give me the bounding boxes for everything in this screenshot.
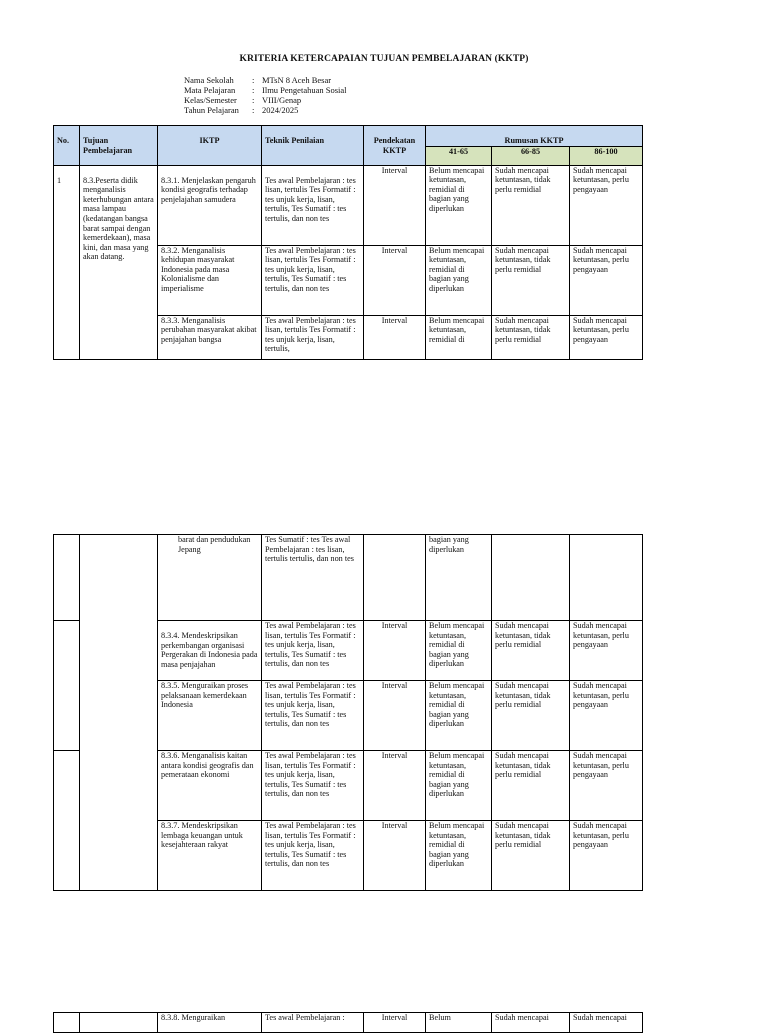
range-66-85-cell: Sudah mencapai ketuntasan, tidak perlu remidial	[492, 751, 570, 821]
range-86-100-cell	[570, 535, 643, 621]
document-title: KRITERIA KETERCAPAIAN TUJUAN PEMBELAJARAN (KKTP)	[239, 54, 529, 64]
meta-label: Tahun Pelajaran	[184, 105, 239, 115]
teknik-cell: Tes awal Pembelajaran : tes lisan, tertulis Tes Formatif : tes unjuk kerja, lisan, tertulis, Tes Sumatif : tes tertulis, dan non tes	[262, 751, 364, 821]
pendekatan-cell: Interval	[364, 1013, 426, 1033]
school-info	[184, 75, 347, 115]
meta-label: Mata Pelajaran	[184, 85, 236, 95]
meta-sep: :	[252, 105, 255, 115]
header-no: No.	[54, 126, 80, 166]
pendekatan-cell: Interval	[364, 681, 426, 751]
range-86-100-cell: Sudah mencapai ketuntasan, perlu pengayaan	[570, 315, 643, 359]
header-iktp: IKTP	[158, 126, 262, 166]
teknik-cell: Tes Sumatif : tes Tes awal Pembelajaran : tes lisan, tertulis tertulis, dan non tes	[262, 535, 364, 621]
kktp-table-page-2	[53, 534, 643, 891]
range-41-65-cell: bagian yang diperlukan	[426, 535, 492, 621]
pendekatan-cell: Interval	[364, 751, 426, 821]
range-86-100-cell: Sudah mencapai	[570, 1013, 643, 1033]
meta-value: Ilmu Pengetahuan Sosial	[262, 85, 347, 95]
range-41-65-cell: Belum mencapai ketuntasan, remidial di bagian yang diperlukan	[426, 821, 492, 891]
meta-row-year	[184, 105, 347, 115]
range-66-85-cell: Sudah mencapai ketuntasan, tidak perlu remidial	[492, 245, 570, 315]
meta-value: MTsN 8 Aceh Besar	[262, 75, 332, 85]
range-66-85-cell: Sudah mencapai ketuntasan, tidak perlu remidial	[492, 821, 570, 891]
kktp-table-page-1	[53, 125, 643, 360]
header-range-66-85: 66-85	[492, 146, 570, 165]
meta-sep: :	[252, 75, 255, 85]
pendekatan-cell: Interval	[364, 621, 426, 681]
range-86-100-cell: Sudah mencapai ketuntasan, perlu pengayaan	[570, 165, 643, 245]
teknik-cell: Tes awal Pembelajaran : tes lisan, tertulis Tes Formatif : tes unjuk kerja, lisan, tertulis, Tes Sumatif : tes tertulis, dan non tes	[262, 245, 364, 315]
range-41-65-cell: Belum mencapai ketuntasan, remidial di bagian yang diperlukan	[426, 621, 492, 681]
header-pendekatan: Pendekatan KKTP	[364, 126, 426, 166]
meta-row-subject	[184, 85, 347, 95]
range-41-65-cell: Belum mencapai ketuntasan, remidial di bagian yang diperlukan	[426, 245, 492, 315]
iktp-cell: 8.3.7. Mendeskripsikan lembaga keuangan untuk kesejahteraan rakyat	[158, 821, 262, 891]
header-tujuan: Tujuan Pembelajaran	[80, 126, 158, 166]
range-66-85-cell: Sudah mencapai	[492, 1013, 570, 1033]
teknik-cell: Tes awal Pembelajaran : tes lisan, tertulis Tes Formatif : tes unjuk kerja, lisan, tertulis, Tes Sumatif : tes tertulis, dan non tes	[262, 165, 364, 245]
meta-label: Nama Sekolah	[184, 75, 234, 85]
tujuan-cell	[80, 1013, 158, 1033]
pendekatan-cell: Interval	[364, 821, 426, 891]
range-86-100-cell: Sudah mencapai ketuntasan, perlu pengayaan	[570, 621, 643, 681]
range-41-65-cell: Belum mencapai ketuntasan, remidial di bagian yang diperlukan	[426, 681, 492, 751]
teknik-cell: Tes awal Pembelajaran :	[262, 1013, 364, 1033]
row-number-cell	[54, 751, 80, 891]
range-86-100-cell: Sudah mencapai ketuntasan, perlu pengayaan	[570, 681, 643, 751]
range-66-85-cell: Sudah mencapai ketuntasan, tidak perlu remidial	[492, 315, 570, 359]
iktp-cell: 8.3.3. Menganalisis perubahan masyarakat akibat penjajahan bangsa	[158, 315, 262, 359]
pendekatan-cell: Interval	[364, 165, 426, 245]
header-range-41-65: 41-65	[426, 146, 492, 165]
iktp-cell: 8.3.4. Mendeskripsikan perkembangan organisasi Pergerakan di Indonesia pada masa penjajahan	[158, 621, 262, 681]
meta-label: Kelas/Semester	[184, 95, 237, 105]
pendekatan-cell: Interval	[364, 315, 426, 359]
row-number: 1	[54, 165, 80, 359]
teknik-cell: Tes awal Pembelajaran : tes lisan, tertulis Tes Formatif : tes unjuk kerja, lisan, tertulis, Tes Sumatif : tes tertulis, dan non tes	[262, 821, 364, 891]
range-66-85-cell: Sudah mencapai ketuntasan, tidak perlu remidial	[492, 681, 570, 751]
meta-row-school	[184, 75, 347, 85]
meta-sep: :	[252, 85, 255, 95]
row-number-cell	[54, 535, 80, 621]
range-41-65-cell: Belum mencapai ketuntasan, remidial di bagian yang diperlukan	[426, 165, 492, 245]
range-86-100-cell: Sudah mencapai ketuntasan, perlu pengayaan	[570, 245, 643, 315]
range-41-65-cell: Belum mencapai ketuntasan, remidial di bagian yang diperlukan	[426, 751, 492, 821]
range-41-65-cell: Belum	[426, 1013, 492, 1033]
meta-sep: :	[252, 95, 255, 105]
iktp-cell: 8.3.6. Menganalisis kaitan antara kondisi geografis dan pemerataan ekonomi	[158, 751, 262, 821]
pendekatan-cell: Interval	[364, 245, 426, 315]
teknik-cell: Tes awal Pembelajaran : tes lisan, tertulis Tes Formatif : tes unjuk kerja, lisan, tertulis,	[262, 315, 364, 359]
teknik-cell: Tes awal Pembelajaran : tes lisan, tertulis Tes Formatif : tes unjuk kerja, lisan, tertulis, Tes Sumatif : tes tertulis, dan non tes	[262, 621, 364, 681]
pendekatan-cell	[364, 535, 426, 621]
header-teknik: Teknik Penilaian	[262, 126, 364, 166]
iktp-cell: 8.3.2. Menganalisis kehidupan masyarakat Indonesia pada masa Kolonialisme dan imperialisme	[158, 245, 262, 315]
meta-value: VIII/Genap	[262, 95, 302, 105]
row-number-cell	[54, 1013, 80, 1033]
range-66-85-cell	[492, 535, 570, 621]
range-66-85-cell: Sudah mencapai ketuntasan, tidak perlu remidial	[492, 165, 570, 245]
meta-row-class	[184, 95, 347, 105]
range-86-100-cell: Sudah mencapai ketuntasan, perlu pengayaan	[570, 821, 643, 891]
header-rumusan: Rumusan KKTP	[426, 126, 643, 147]
row-number-cell	[54, 621, 80, 751]
teknik-cell: Tes awal Pembelajaran : tes lisan, tertulis Tes Formatif : tes unjuk kerja, lisan, tertulis, Tes Sumatif : tes tertulis, dan non tes	[262, 681, 364, 751]
tujuan-cell	[80, 535, 158, 891]
iktp-cell: barat dan pendudukan Jepang	[158, 535, 262, 621]
meta-value: 2024/2025	[262, 105, 299, 115]
iktp-cell: 8.3.8. Menguraikan	[158, 1013, 262, 1033]
iktp-cell: 8.3.5. Menguraikan proses pelaksanaan kemerdekaan Indonesia	[158, 681, 262, 751]
header-range-86-100: 86-100	[570, 146, 643, 165]
tujuan-cell: 8.3.Peserta didik menganalisis keterhubungan antara masa lampau (kedatangan bangsa barat sampai dengan kemerdekaan), masa kini, dan masa yang akan datang.	[80, 165, 158, 359]
kktp-table-page-3	[53, 1012, 643, 1033]
iktp-cell: 8.3.1. Menjelaskan pengaruh kondisi geografis terhadap penjelajahan samudera	[158, 165, 262, 245]
range-41-65-cell: Belum mencapai ketuntasan, remidial di	[426, 315, 492, 359]
range-66-85-cell: Sudah mencapai ketuntasan, tidak perlu remidial	[492, 621, 570, 681]
range-86-100-cell: Sudah mencapai ketuntasan, perlu pengayaan	[570, 751, 643, 821]
